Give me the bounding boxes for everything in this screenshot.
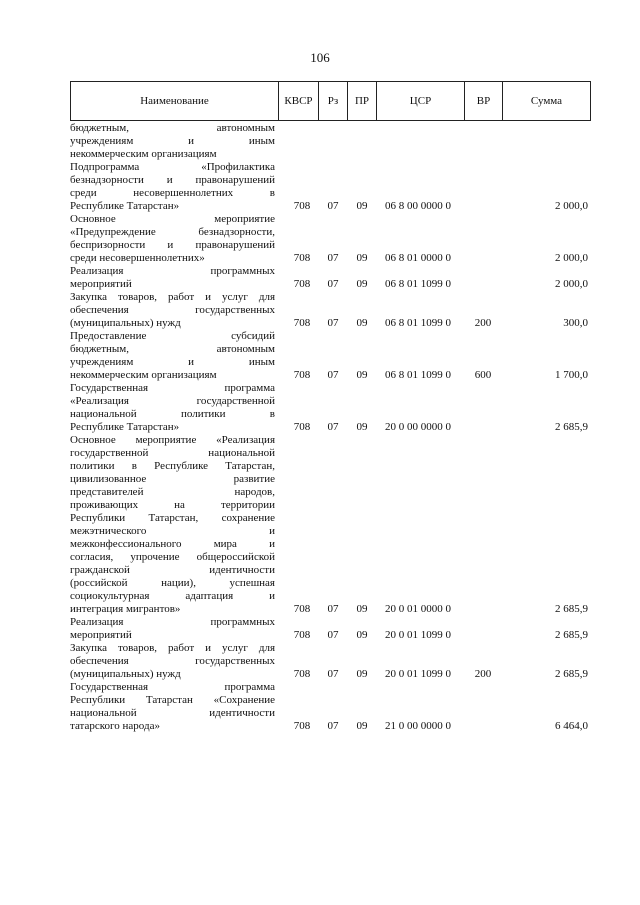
cell-csr: 20 0 01 1099 0 — [385, 668, 451, 680]
row-codes — [70, 369, 590, 382]
cell-sum: 6 464,0 — [555, 720, 588, 732]
cell-kvsr: 708 — [293, 603, 311, 615]
cell-pr: 09 — [356, 668, 368, 680]
cell-csr: 06 8 01 1099 0 — [385, 278, 451, 290]
cell-rz: 07 — [327, 629, 339, 641]
cell-kvsr: 708 — [293, 278, 311, 290]
row-name-line: Реализация программных — [70, 616, 275, 628]
row-name — [70, 434, 275, 616]
row-name-line: межконфессионального мира и — [70, 538, 275, 550]
header-pr: ПР — [348, 82, 377, 121]
cell-pr: 09 — [356, 629, 368, 641]
row-name-line: обеспечения государственных — [70, 655, 275, 667]
cell-kvsr: 708 — [293, 200, 311, 212]
cell-csr: 06 8 01 1099 0 — [385, 369, 451, 381]
cell-rz: 07 — [327, 252, 339, 264]
cell-sum: 2 685,9 — [555, 421, 588, 433]
header-csr: ЦСР — [377, 82, 465, 121]
row-name-line: Основное мероприятие «Реализация — [70, 434, 275, 446]
row-name-line: Республике Татарстан» — [70, 200, 180, 212]
row-codes — [70, 278, 590, 291]
cell-pr: 09 — [356, 200, 368, 212]
cell-rz: 07 — [327, 603, 339, 615]
table-row — [70, 330, 590, 382]
cell-pr: 09 — [356, 603, 368, 615]
table-row — [70, 213, 590, 265]
row-name-line: государственной национальной — [70, 447, 275, 459]
cell-vr: 200 — [474, 317, 492, 329]
cell-sum: 2 000,0 — [555, 252, 588, 264]
row-name-line: беспризорности и правонарушений — [70, 239, 275, 251]
row-name-line: некоммерческим организациям — [70, 148, 217, 160]
cell-csr: 20 0 01 1099 0 — [385, 629, 451, 641]
header-name: Наименование — [71, 82, 279, 121]
cell-rz: 07 — [327, 278, 339, 290]
cell-kvsr: 708 — [293, 421, 311, 433]
cell-pr: 09 — [356, 317, 368, 329]
row-name-line: политики в Республике Татарстан, — [70, 460, 275, 472]
cell-rz: 07 — [327, 720, 339, 732]
cell-csr: 21 0 00 0000 0 — [385, 720, 451, 732]
row-codes — [70, 629, 590, 642]
row-name-line: «Реализация государственной — [70, 395, 275, 407]
cell-csr: 06 8 01 1099 0 — [385, 317, 451, 329]
table-row — [70, 122, 590, 161]
row-name-line: проживающих на территории — [70, 499, 275, 511]
cell-kvsr: 708 — [293, 668, 311, 680]
cell-sum: 2 000,0 — [555, 278, 588, 290]
cell-sum: 2 685,9 — [555, 668, 588, 680]
row-name-line: бюджетным, автономным — [70, 122, 275, 134]
table-row — [70, 616, 590, 642]
row-name-line: мероприятий — [70, 278, 132, 290]
row-name-line: национальной политики в — [70, 408, 275, 420]
cell-rz: 07 — [327, 421, 339, 433]
row-codes — [70, 668, 590, 681]
row-name-line: Основное мероприятие — [70, 213, 275, 225]
row-codes — [70, 317, 590, 330]
cell-pr: 09 — [356, 369, 368, 381]
row-name-line: среди несовершеннолетних» — [70, 252, 205, 264]
cell-pr: 09 — [356, 278, 368, 290]
cell-csr: 20 0 00 0000 0 — [385, 421, 451, 433]
cell-sum: 300,0 — [563, 317, 588, 329]
page-number: 106 — [310, 50, 330, 65]
cell-vr: 600 — [474, 369, 492, 381]
row-name-line: Закупка товаров, работ и услуг для — [70, 291, 275, 303]
table-row — [70, 382, 590, 434]
table-row — [70, 161, 590, 213]
row-name-line: Подпрограмма «Профилактика — [70, 161, 275, 173]
row-codes — [70, 603, 590, 616]
row-name-line: среди несовершеннолетних в — [70, 187, 275, 199]
header-kvsr: КВСР — [279, 82, 319, 121]
row-name-line: безнадзорности и правонарушений — [70, 174, 275, 186]
row-name-line: цивилизованное развитие — [70, 473, 275, 485]
cell-csr: 06 8 00 0000 0 — [385, 200, 451, 212]
cell-pr: 09 — [356, 720, 368, 732]
table-row — [70, 642, 590, 681]
row-name-line: гражданской идентичности — [70, 564, 275, 576]
row-name-line: (российской нации), успешная — [70, 577, 275, 589]
row-name-line: Республики Татарстан, сохранение — [70, 512, 275, 524]
cell-sum: 1 700,0 — [555, 369, 588, 381]
row-name-line: «Предупреждение безнадзорности, — [70, 226, 275, 238]
row-name-line: учреждениям и иным — [70, 135, 275, 147]
row-codes — [70, 148, 590, 161]
cell-pr: 09 — [356, 252, 368, 264]
cell-kvsr: 708 — [293, 252, 311, 264]
row-name-line: Предоставление субсидий — [70, 330, 275, 342]
header-vr: ВР — [465, 82, 503, 121]
row-name-line: Республики Татарстан «Сохранение — [70, 694, 275, 706]
table-row — [70, 265, 590, 291]
row-name-line: мероприятий — [70, 629, 132, 641]
row-name-line: учреждениям и иным — [70, 356, 275, 368]
row-name-line: татарского народа» — [70, 720, 160, 732]
row-name-line: (муниципальных) нужд — [70, 668, 181, 680]
row-name-line: некоммерческим организациям — [70, 369, 217, 381]
row-name-line: Закупка товаров, работ и услуг для — [70, 642, 275, 654]
cell-kvsr: 708 — [293, 629, 311, 641]
row-name-line: Республике Татарстан» — [70, 421, 180, 433]
row-name-line: согласия, упрочение общероссийской — [70, 551, 275, 563]
row-name-line: представителей народов, — [70, 486, 275, 498]
row-codes — [70, 720, 590, 733]
header-sum: Сумма — [503, 82, 591, 121]
table-header — [70, 81, 591, 121]
cell-vr: 200 — [474, 668, 492, 680]
table-row — [70, 681, 590, 733]
cell-sum: 2 685,9 — [555, 603, 588, 615]
table-body — [70, 122, 590, 733]
row-codes — [70, 252, 590, 265]
row-name-line: интеграция мигрантов» — [70, 603, 181, 615]
row-name-line: Реализация программных — [70, 265, 275, 277]
row-name-line: обеспечения государственных — [70, 304, 275, 316]
cell-sum: 2 685,9 — [555, 629, 588, 641]
cell-rz: 07 — [327, 369, 339, 381]
row-name-line: Государственная программа — [70, 681, 275, 693]
cell-csr: 20 0 01 0000 0 — [385, 603, 451, 615]
cell-kvsr: 708 — [293, 369, 311, 381]
cell-kvsr: 708 — [293, 720, 311, 732]
row-name-line: бюджетным, автономным — [70, 343, 275, 355]
cell-rz: 07 — [327, 668, 339, 680]
table-row — [70, 291, 590, 330]
cell-pr: 09 — [356, 421, 368, 433]
row-name-line: межэтнического и — [70, 525, 275, 537]
cell-csr: 06 8 01 0000 0 — [385, 252, 451, 264]
row-name-line: национальной идентичности — [70, 707, 275, 719]
row-name-line: социокультурная адаптация и — [70, 590, 275, 602]
row-name-line: (муниципальных) нужд — [70, 317, 181, 329]
cell-rz: 07 — [327, 317, 339, 329]
row-codes — [70, 200, 590, 213]
cell-sum: 2 000,0 — [555, 200, 588, 212]
row-name-line: Государственная программа — [70, 382, 275, 394]
table-row — [70, 434, 590, 616]
cell-kvsr: 708 — [293, 317, 311, 329]
row-codes — [70, 421, 590, 434]
cell-rz: 07 — [327, 200, 339, 212]
header-rz: Рз — [319, 82, 348, 121]
